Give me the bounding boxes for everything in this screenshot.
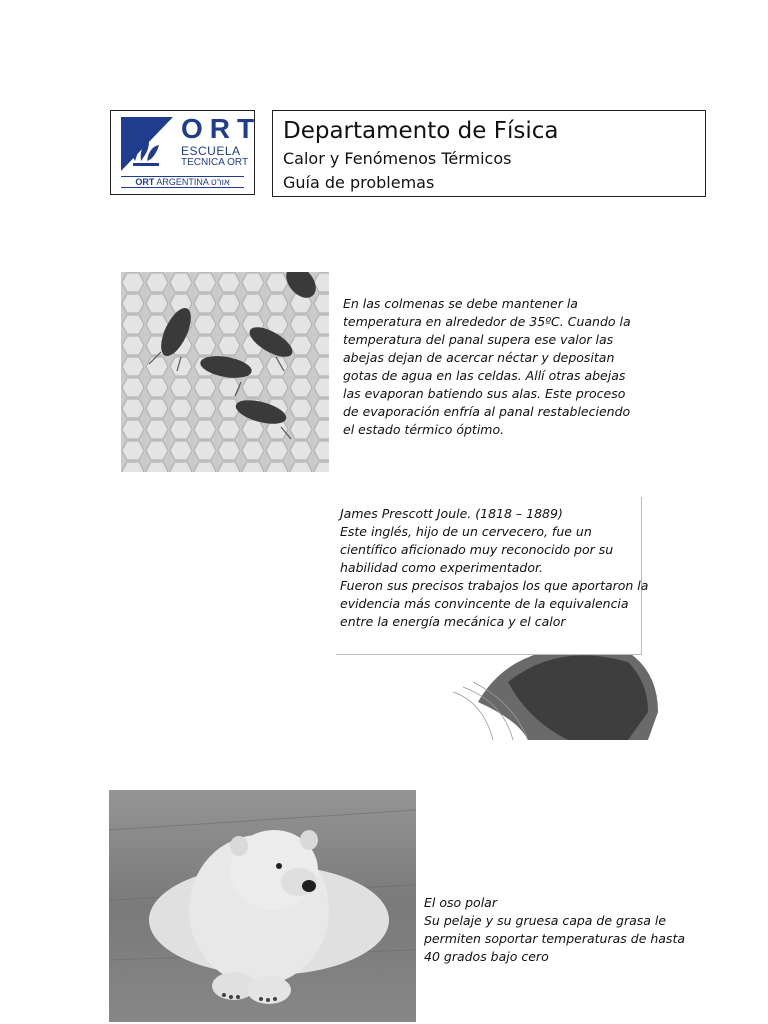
- logo-bar-argentina: ARGENTINA: [156, 177, 209, 187]
- text-line: permiten soportar temperaturas de hasta: [424, 931, 686, 946]
- text-line: abejas dejan de acercar néctar y depositan: [343, 350, 615, 365]
- logo-footer-bar: [121, 176, 244, 188]
- document-type: Guía de problemas: [283, 173, 435, 192]
- text-line: gotas de agua en las celdas. Allí otras abejas: [343, 368, 626, 383]
- bees-description: [343, 295, 631, 439]
- polar-bear-description: [424, 894, 685, 966]
- page-subtitle: Calor y Fenómenos Térmicos: [283, 149, 512, 168]
- joule-description: [340, 505, 648, 631]
- bees-honeycomb-photo: [121, 272, 329, 472]
- text-line: Fueron sus precisos trabajos los que aportaron la: [340, 578, 649, 593]
- page-title: Departamento de Física: [283, 118, 559, 144]
- school-logo: [110, 110, 262, 195]
- logo-line-tecnica: TECNICA ORT: [181, 157, 249, 168]
- text-line: evidencia más convincente de la equivalencia: [340, 596, 629, 611]
- text-line: las evaporan batiendo sus alas. Este proceso: [343, 386, 626, 401]
- polar-bear-photo: [109, 790, 416, 1022]
- logo-bar-ort: ORT: [135, 177, 155, 187]
- text-line: En las colmenas se debe mantener la: [343, 296, 578, 311]
- text-line: James Prescott Joule. (1818 – 1889): [340, 506, 563, 521]
- text-line: científico aficionado muy reconocido por su: [340, 542, 614, 557]
- header-title-box: [272, 110, 706, 197]
- text-line: entre la energía mecánica y el calor: [340, 614, 566, 629]
- text-line: temperatura en alrededor de 35ºC. Cuando la: [343, 314, 631, 329]
- text-line: de evaporación enfría al panal restableciendo: [343, 404, 631, 419]
- logo-bar-hebrew: אורט: [210, 177, 230, 187]
- text-line: Su pelaje y su gruesa capa de grasa le: [424, 913, 667, 928]
- text-line: habilidad como experimentador.: [340, 560, 543, 575]
- ort-emblem-icon: [121, 117, 173, 171]
- text-line: 40 grados bajo cero: [424, 949, 549, 964]
- logo-brand: ORT: [181, 113, 262, 144]
- joule-portrait-engraving: [448, 642, 663, 740]
- text-line: temperatura del panal supera ese valor las: [343, 332, 614, 347]
- text-line: el estado térmico óptimo.: [343, 422, 505, 437]
- text-line: El oso polar: [424, 895, 497, 910]
- text-line: Este inglés, hijo de un cervecero, fue un: [340, 524, 592, 539]
- logo-line-school: ESCUELA: [181, 144, 241, 158]
